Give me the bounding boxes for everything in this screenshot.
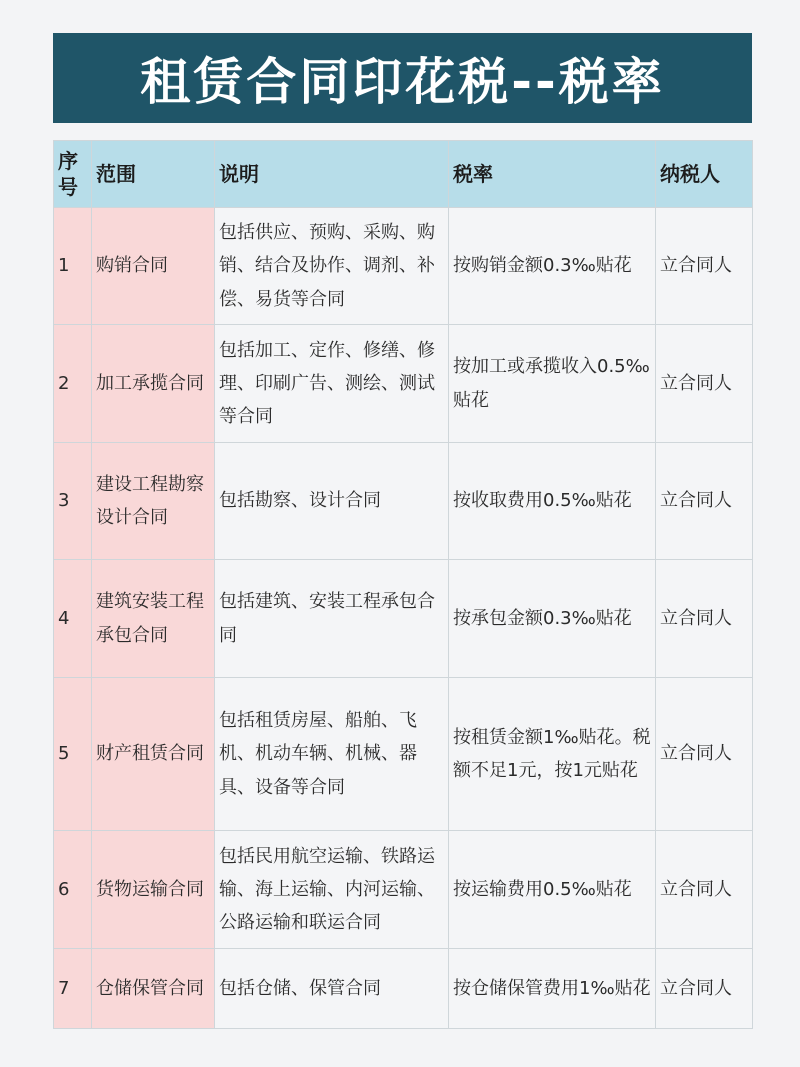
row-index: 4 (54, 560, 92, 678)
row-scope: 建设工程勘察设计合同 (92, 443, 215, 560)
row-scope: 加工承揽合同 (92, 325, 215, 443)
row-description: 包括租赁房屋、船舶、飞机、机动车辆、机械、器具、设备等合同 (215, 678, 449, 831)
row-description: 包括供应、预购、采购、购销、结合及协作、调剂、补偿、易货等合同 (215, 208, 449, 325)
row-taxpayer: 立合同人 (656, 949, 753, 1029)
row-description: 包括加工、定作、修缮、修理、印刷广告、测绘、测试等合同 (215, 325, 449, 443)
table-row (54, 325, 753, 443)
row-index: 1 (54, 208, 92, 325)
row-rate: 按租赁金额1‰贴花。税额不足1元，按1元贴花 (449, 678, 656, 831)
row-taxpayer: 立合同人 (656, 443, 753, 560)
header-description: 说明 (215, 141, 449, 208)
row-rate: 按加工或承揽收入0.5‰贴花 (449, 325, 656, 443)
row-scope: 财产租赁合同 (92, 678, 215, 831)
header-index: 序号 (54, 141, 92, 208)
table-row (54, 560, 753, 678)
table-row (54, 443, 753, 560)
row-scope: 仓储保管合同 (92, 949, 215, 1029)
row-index: 7 (54, 949, 92, 1029)
row-rate: 按购销金额0.3‰贴花 (449, 208, 656, 325)
row-index: 2 (54, 325, 92, 443)
row-index: 3 (54, 443, 92, 560)
row-rate: 按承包金额0.3‰贴花 (449, 560, 656, 678)
row-taxpayer: 立合同人 (656, 325, 753, 443)
row-taxpayer: 立合同人 (656, 678, 753, 831)
header-taxpayer: 纳税人 (656, 141, 753, 208)
row-description: 包括民用航空运输、铁路运输、海上运输、内河运输、公路运输和联运合同 (215, 831, 449, 949)
row-rate: 按仓储保管费用1‰贴花 (449, 949, 656, 1029)
row-description: 包括建筑、安装工程承包合同 (215, 560, 449, 678)
row-description: 包括勘察、设计合同 (215, 443, 449, 560)
row-taxpayer: 立合同人 (656, 831, 753, 949)
page-title: 租赁合同印花税--税率 (53, 33, 752, 123)
row-scope: 建筑安装工程承包合同 (92, 560, 215, 678)
row-scope: 购销合同 (92, 208, 215, 325)
tax-rate-table (53, 140, 753, 1029)
row-rate: 按收取费用0.5‰贴花 (449, 443, 656, 560)
table-row (54, 678, 753, 831)
table-row (54, 831, 753, 949)
row-taxpayer: 立合同人 (656, 208, 753, 325)
row-description: 包括仓储、保管合同 (215, 949, 449, 1029)
row-index: 5 (54, 678, 92, 831)
table-row (54, 208, 753, 325)
table-row (54, 949, 753, 1029)
header-scope: 范围 (92, 141, 215, 208)
row-index: 6 (54, 831, 92, 949)
row-taxpayer: 立合同人 (656, 560, 753, 678)
header-rate: 税率 (449, 141, 656, 208)
table-header-row (54, 141, 753, 208)
row-scope: 货物运输合同 (92, 831, 215, 949)
row-rate: 按运输费用0.5‰贴花 (449, 831, 656, 949)
